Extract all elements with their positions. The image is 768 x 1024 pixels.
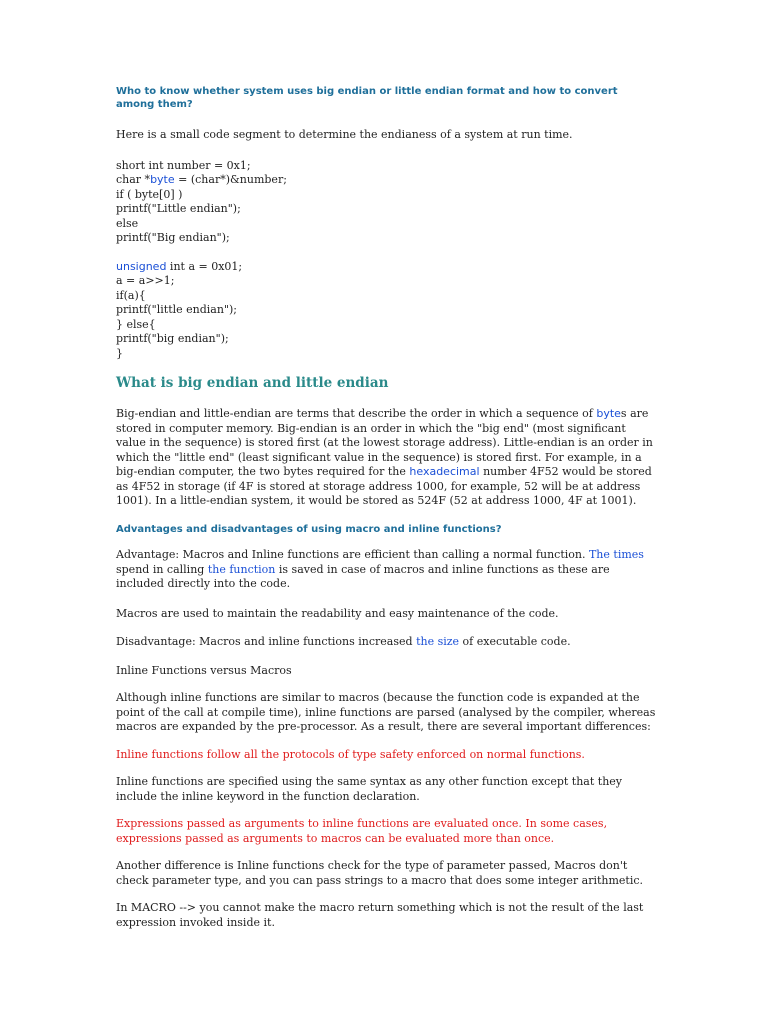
hexadecimal-link[interactable]: hexadecimal [409,465,480,478]
intro-paragraph: Here is a small code segment to determine the endianess of a system at run time. [116,128,573,141]
the-size-link[interactable]: the size [416,635,460,648]
although-paragraph: Although inline functions are similar to macros (because the function code is expanded at the point of the call at compile time), inline functions are parsed (analysed by the compiler, whereas macros are expanded by the pre-processor. As a result, there are several important differences: [116,691,656,733]
code-line: } else{ [116,317,156,331]
heading-what-is-endian: What is big endian and little endian [116,375,389,391]
code-line: } [116,346,123,360]
code-line: printf("big endian"); [116,332,229,345]
code-line: printf("Little endian"); [116,202,241,215]
the-function-link[interactable]: the function [207,562,276,576]
byte-link[interactable]: byte [596,407,621,420]
code-line: else [116,216,139,230]
code-block-1 [116,159,656,246]
code-line: printf("little endian"); [116,303,237,316]
code-line: unsigned int a = 0x01; [116,259,243,273]
document-page [116,86,656,930]
type-safety-note: Inline functions follow all the protocols of type safety enforced on normal functions. [116,747,585,761]
code-line: char *byte = (char*)&number; [116,173,287,186]
heading-macro-inline: Advantages and disadvantages of using macro and inline functions? [116,523,502,535]
code-line: if(a){ [116,288,146,302]
evaluation-note: Expressions passed as arguments to inline functions are evaluated once. In some cases, expressions passed as arguments to macros can be evaluated more than once. [116,817,608,845]
another-difference-paragraph: Another difference is Inline functions check for the type of parameter passed, Macros don't check parameter type, and you can pass strings to a macro that does some integer arithmetic. [116,859,644,887]
inline-syntax-paragraph: Inline functions are specified using the same syntax as any other function except that they include the inline keyword in the function declaration. [116,775,623,803]
disadvantage-paragraph: Disadvantage: Macros and inline functions increased the size of executable code. [116,635,571,648]
byte-keyword-link[interactable]: byte [150,173,175,186]
macros-readability-paragraph: Macros are used to maintain the readability and easy maintenance of the code. [116,606,559,620]
endian-paragraph: Big-endian and little-endian are terms that describe the order in which a sequence of bytes are stored in computer memory. Big-endian is an order in which the "big end" (most significant value in the sequence) is stored first (at the lowest storage address). Little-endian is an order in which the "little end" (least significant value in the sequence) is stored first. For example, in a big-endian computer, the two bytes required for the hexadecimal number 4F52 would be stored as 4F52 in storage (if 4F is stored at storage address 1000, for example, 52 will be at address 1001). In a little-endian system, it would be stored as 524F (52 at address 1000, 4F at 1001). [116,407,653,507]
inline-vs-macros-label: Inline Functions versus Macros [116,663,292,677]
advantage-paragraph: Advantage: Macros and Inline functions are efficient than calling a normal function. The times spend in calling the function is saved in case of macros and inline functions as these are included directly into the code. [116,548,644,590]
code-line: a = a>>1; [116,274,175,287]
unsigned-keyword-link[interactable]: unsigned [116,259,167,273]
macro-return-paragraph: In MACRO --> you cannot make the macro return something which is not the result of the last expression invoked inside it. [116,901,644,929]
code-block-2 [116,260,656,362]
the-times-link[interactable]: The times [588,548,644,561]
code-line: printf("Big endian"); [116,231,230,244]
heading-endian-check: Who to know whether system uses big endian or little endian format and how to convert among them? [116,86,618,110]
code-line: if ( byte[0] ) [116,187,183,201]
code-line: short int number = 0x1; [116,158,251,172]
